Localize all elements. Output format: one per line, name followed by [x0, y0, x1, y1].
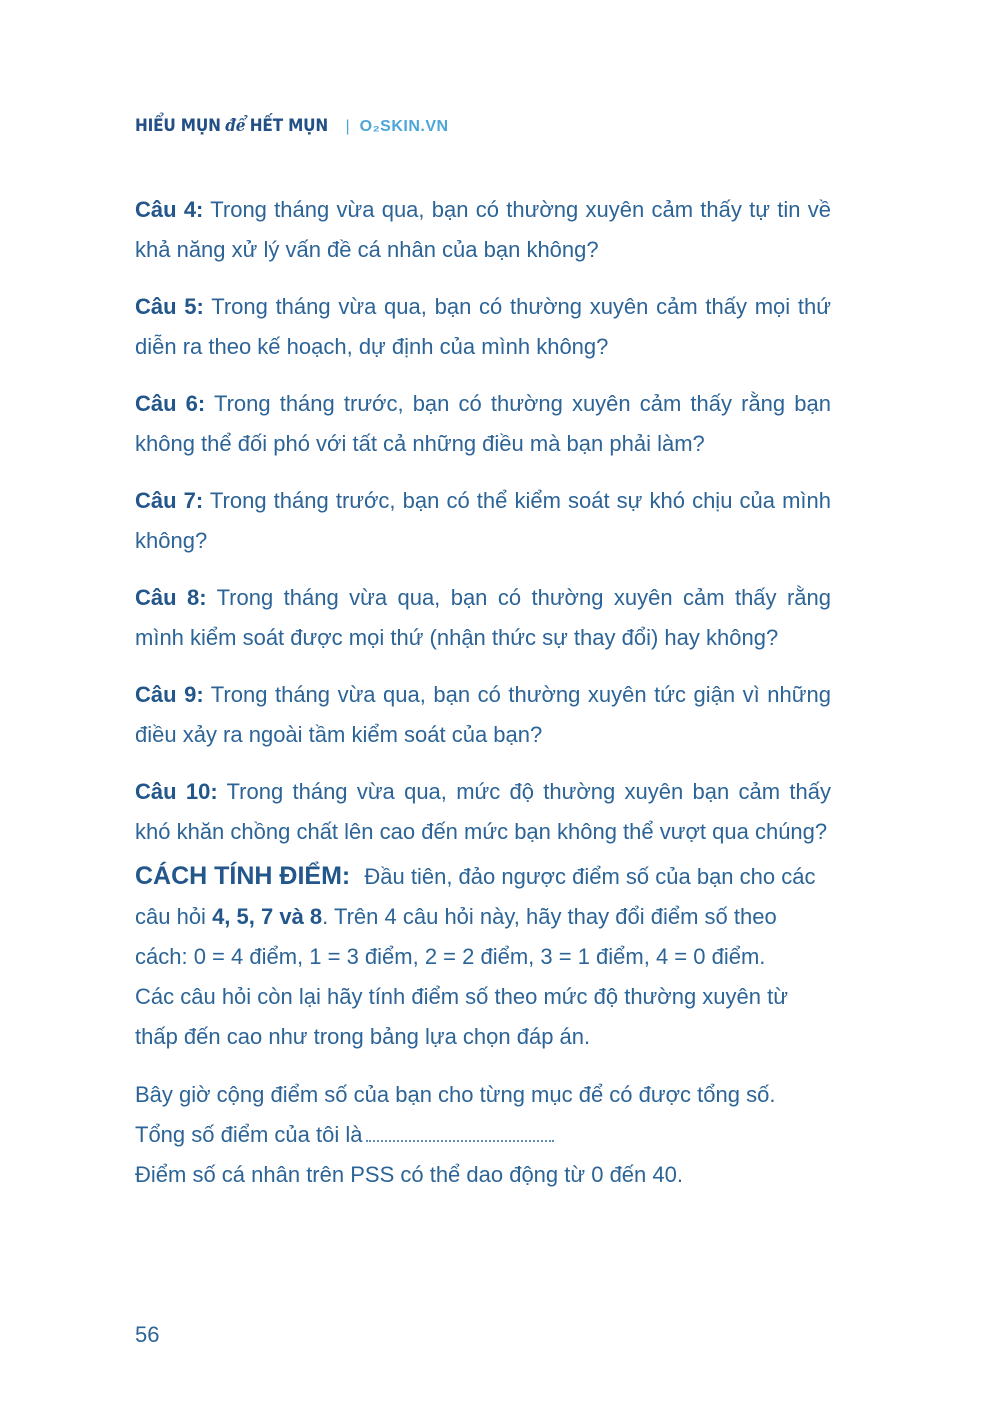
book-title-part1: HIỂU MỤN	[135, 116, 221, 136]
scoring-rule	[135, 856, 831, 977]
question-text: Trong tháng vừa qua, bạn có thường xuyên tức giận vì những điều xảy ra ngoài tầm kiểm soát của bạn?	[135, 682, 831, 747]
question-9	[135, 675, 831, 755]
question-10	[135, 772, 831, 852]
reversed-items: 4, 5, 7 và 8	[212, 904, 323, 929]
score-range: Điểm số cá nhân trên PSS có thể dao động từ 0 đến 40.	[135, 1162, 683, 1187]
scoring-rule-text: . Trên 4 câu hỏi này, hãy thay đổi điểm số theo cách: 0 = 4 điểm, 1 = 3 điểm, 2 = 2 điểm, 3 = 1 điểm, 4 = 0 điểm.	[135, 904, 777, 969]
total-instruction: Bây giờ cộng điểm số của bạn cho từng mục để có được tổng số.	[135, 1082, 776, 1107]
total-score-line	[135, 1115, 831, 1155]
scoring-rest: Các câu hỏi còn lại hãy tính điểm số theo mức độ thường xuyên từ thấp đến cao như trong bảng lựa chọn đáp án.	[135, 984, 788, 1049]
question-label: Câu 9:	[135, 682, 204, 707]
total-score-label: Tổng số điểm của tôi là	[135, 1122, 363, 1147]
question-4	[135, 190, 831, 270]
question-label: Câu 7:	[135, 488, 204, 513]
question-text: Trong tháng vừa qua, bạn có thường xuyên cảm thấy mọi thứ diễn ra theo kế hoạch, dự định của mình không?	[135, 294, 831, 359]
header-separator: |	[345, 118, 350, 135]
scoring-section	[135, 856, 831, 1057]
running-header	[135, 116, 449, 136]
question-label: Câu 8:	[135, 585, 207, 610]
scoring-heading: CÁCH TÍNH ĐIỂM:	[135, 862, 351, 890]
total-score-blank[interactable]	[366, 1122, 554, 1142]
question-text: Trong tháng trước, bạn có thể kiểm soát sự khó chịu của mình không?	[135, 488, 831, 553]
question-label: Câu 4:	[135, 197, 204, 222]
question-6	[135, 384, 831, 464]
site-name: O₂SKIN.VN	[359, 118, 449, 135]
page-number: 56	[135, 1322, 160, 1347]
total-section	[135, 1075, 831, 1195]
question-label: Câu 6:	[135, 391, 206, 416]
question-text: Trong tháng trước, bạn có thường xuyên cảm thấy rằng bạn không thể đối phó với tất cả những điều mà bạn phải làm?	[135, 391, 831, 456]
page-content	[135, 190, 831, 1195]
question-text: Trong tháng vừa qua, bạn có thường xuyên cảm thấy tự tin về khả năng xử lý vấn đề cá nhân của bạn không?	[135, 197, 831, 262]
book-title	[135, 116, 328, 136]
question-5	[135, 287, 831, 367]
question-text: Trong tháng vừa qua, bạn có thường xuyên cảm thấy rằng mình kiểm soát được mọi thứ (nhận thức sự thay đổi) hay không?	[135, 585, 831, 650]
question-label: Câu 5:	[135, 294, 204, 319]
scoring-intro: Đầu tiên, đảo ngược điểm số của bạn cho các câu hỏi	[135, 864, 816, 929]
question-8	[135, 578, 831, 658]
book-title-part2: để	[225, 116, 246, 136]
question-text: Trong tháng vừa qua, mức độ thường xuyên bạn cảm thấy khó khăn chồng chất lên cao đến mức bạn không thể vượt qua chúng?	[135, 779, 831, 844]
question-7	[135, 481, 831, 561]
book-title-part3: HẾT MỤN	[249, 116, 329, 136]
question-label: Câu 10:	[135, 779, 218, 804]
